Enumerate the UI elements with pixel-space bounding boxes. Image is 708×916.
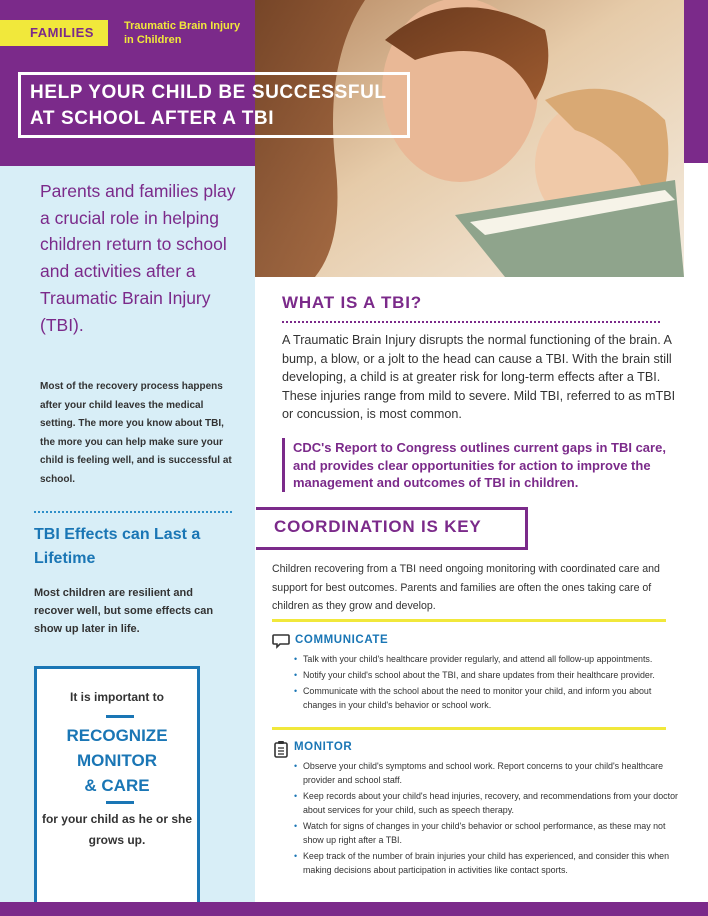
monitor-list xyxy=(294,759,684,879)
what-is-tbi-rule xyxy=(282,321,660,323)
callout-intro: It is important to xyxy=(70,690,164,704)
callout-recognize: RECOGNIZE xyxy=(66,726,168,745)
communicate-list xyxy=(294,652,684,714)
yellow-rule-top xyxy=(272,619,666,622)
effects-heading: TBI Effects can Last a Lifetime xyxy=(34,526,201,567)
coordination-body: Children recovering from a TBI need ongoing monitoring with coordinated care and support for best outcomes. Parents and families are often the ones taking care of children as they grow and develop. xyxy=(272,563,660,613)
list-item: • Notify your child's school about the TBI, and share updates from their healthcare provider. xyxy=(294,668,684,682)
right-accent-bar xyxy=(684,0,708,163)
what-is-tbi-heading: WHAT IS A TBI? xyxy=(282,293,422,312)
callout-rule-top xyxy=(106,715,134,718)
clipboard-icon xyxy=(272,740,290,758)
callout-care: & CARE xyxy=(84,776,150,795)
title-line-2: AT SCHOOL AFTER A TBI xyxy=(30,108,275,129)
pull-quote: CDC's Report to Congress outlines current gaps in TBI care, and provides clear opportunities for action to improve the management and outcomes of TBI in children. xyxy=(293,440,666,491)
communicate-heading: COMMUNICATE xyxy=(295,634,389,646)
list-item: • Observe your child's symptoms and school work. Report concerns to your child's healthcare provider and school staff. xyxy=(294,759,684,787)
footer-band xyxy=(0,902,708,916)
list-item: • Keep records about your child's head injuries, recovery, and recommendations from your doctor about services for your child, such as speech therapy. xyxy=(294,789,684,817)
sidebar-divider xyxy=(34,511,232,513)
callout-monitor: MONITOR xyxy=(77,751,157,770)
list-item: • Communicate with the school about the need to monitor your child, and inform you about changes in your child's behavior or school work. xyxy=(294,684,684,712)
families-tag: FAMILIES xyxy=(0,20,108,46)
mother-child-reading-photo xyxy=(255,0,684,277)
lead-body: Most of the recovery process happens after your child leaves the medical setting. The more you know about TBI, the more you can help make sure your child is feeling well, and is successful at school. xyxy=(40,381,232,485)
speech-bubble-icon xyxy=(272,632,290,650)
lead-statement: Parents and families play a crucial role in helping children return to school and activities after a Traumatic Brain Injury (TBI). xyxy=(40,181,236,335)
series-title: Traumatic Brain Injury in Children xyxy=(124,20,241,46)
what-is-tbi-body: A Traumatic Brain Injury disrupts the normal functioning of the brain. A bump, a blow, or a jolt to the head can cause a TBI. With the brain still developing, a child is at greater risk for long-term effects after a TBI. These injuries range from mild to severe. Mild TBI, referred to as mTBI or concussion, is most common. xyxy=(282,333,676,422)
list-item: • Watch for signs of changes in your child's behavior or school performance, as these may not show up right after a TBI. xyxy=(294,819,684,847)
list-item: • Talk with your child's healthcare provider regularly, and attend all follow-up appointments. xyxy=(294,652,684,666)
effects-body: Most children are resilient and recover well, but some effects can show up later in life. xyxy=(34,587,214,635)
yellow-rule-middle xyxy=(272,727,666,730)
coordination-heading: COORDINATION IS KEY xyxy=(274,517,482,536)
monitor-heading: MONITOR xyxy=(294,741,353,753)
callout-outro: for your child as he or she grows up. xyxy=(41,812,193,847)
page-title xyxy=(30,80,410,132)
title-line-1: HELP YOUR CHILD BE SUCCESSFUL xyxy=(30,82,387,103)
callout-rule-bottom xyxy=(106,801,134,804)
list-item: • Keep track of the number of brain injuries your child has experienced, and consider this when making decisions about participation in activities like contact sports. xyxy=(294,849,684,877)
pull-quote-bar xyxy=(282,438,285,492)
